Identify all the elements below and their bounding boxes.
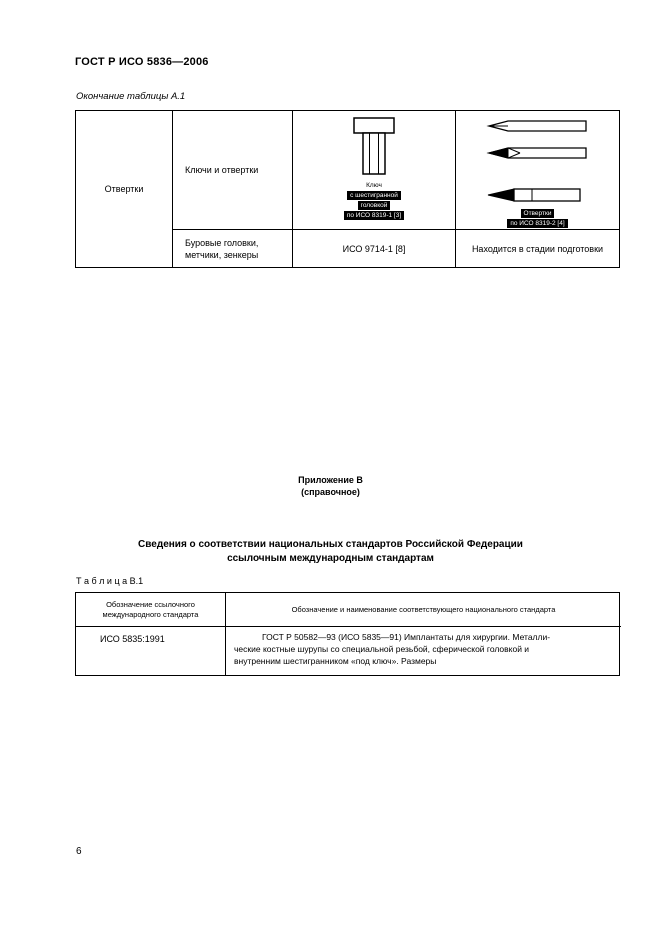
- table-b1-caption: Т а б л и ц а В.1: [76, 576, 144, 586]
- screwdriver-caption-line1: Отвертки: [521, 209, 555, 218]
- table-a1-cell-drill-standard: [292, 229, 455, 267]
- key-image-caption: [344, 181, 404, 220]
- b1-text-line3: внутренним шестигранником «под ключ». Размеры: [234, 656, 437, 666]
- b1-header-col2-label: Обозначение и наименование соответствующего национального стандарта: [291, 604, 556, 614]
- table-a1-cell-keys-label: [172, 111, 292, 229]
- table-b1: [75, 592, 620, 676]
- cross-screwdriver-icon: [486, 145, 590, 161]
- tools-group-label: Отвертки: [104, 184, 144, 194]
- table-b1-cell-standard: [76, 626, 225, 675]
- pointed-screwdriver-icon: [486, 187, 590, 203]
- b1-header-col1-line2: международного стандарта: [102, 609, 199, 619]
- table-a1-cell-drill-label: [172, 229, 292, 267]
- keys-label: Ключи и отвертки: [185, 165, 259, 175]
- flat-screwdriver-icon: [486, 119, 590, 133]
- b1-standard: ИСО 5835:1991: [100, 634, 165, 644]
- appendix-heading-line2: ссылочным международным стандартам: [227, 553, 434, 564]
- drill-label-line2: метчики, зенкеры: [185, 249, 259, 260]
- table-b1-cell-national-standard: [225, 626, 621, 675]
- page-number: 6: [76, 846, 82, 857]
- document-header: ГОСТ Р ИСО 5836—2006: [75, 56, 209, 68]
- table-a1-cell-key-image: [292, 111, 455, 229]
- b1-text-line2: ческие костные шурупы со специальной резьбой, сферической головкой и: [234, 644, 530, 654]
- key-caption-line1: Ключ: [366, 182, 382, 189]
- key-caption-line4: по ИСО 8319-1 [3]: [344, 211, 404, 220]
- drill-status: Находится в стадии подготовки: [471, 243, 604, 254]
- drill-standard: ИСО 9714-1 [8]: [342, 243, 406, 254]
- table-a1-cell-drill-status: [455, 229, 619, 267]
- key-caption-line3: головкой: [358, 201, 391, 210]
- screwdriver-image-caption: [507, 208, 567, 228]
- table-a1-cell-screwdriver-images: [455, 111, 619, 229]
- table-a1: [75, 110, 620, 268]
- table-b1-header-col2: [225, 593, 621, 626]
- appendix-subtitle: (справочное): [301, 487, 360, 497]
- drill-label-line1: Буровые головки,: [185, 237, 259, 248]
- b1-header-col1-line1: Обозначение ссылочного: [106, 599, 195, 609]
- table-b1-header-col1: [76, 593, 225, 626]
- screwdriver-caption-line2: по ИСО 8319-2 [4]: [507, 219, 567, 228]
- b1-text-line1: ГОСТ Р 50582—93 (ИСО 5835—91) Имплантаты для хирургии. Металли-: [262, 632, 551, 642]
- appendix-heading-line1: Сведения о соответствии национальных стандартов Российской Федерации: [138, 539, 523, 550]
- hex-key-icon: [346, 116, 402, 178]
- appendix-main-heading: [0, 538, 661, 566]
- appendix-heading: [0, 474, 661, 498]
- key-caption-line2: с шестигранной: [347, 191, 401, 200]
- table-a1-continuation-caption: Окончание таблицы А.1: [76, 91, 186, 102]
- appendix-title: Приложение В: [298, 475, 363, 485]
- table-a1-cell-tools-group: [76, 111, 172, 267]
